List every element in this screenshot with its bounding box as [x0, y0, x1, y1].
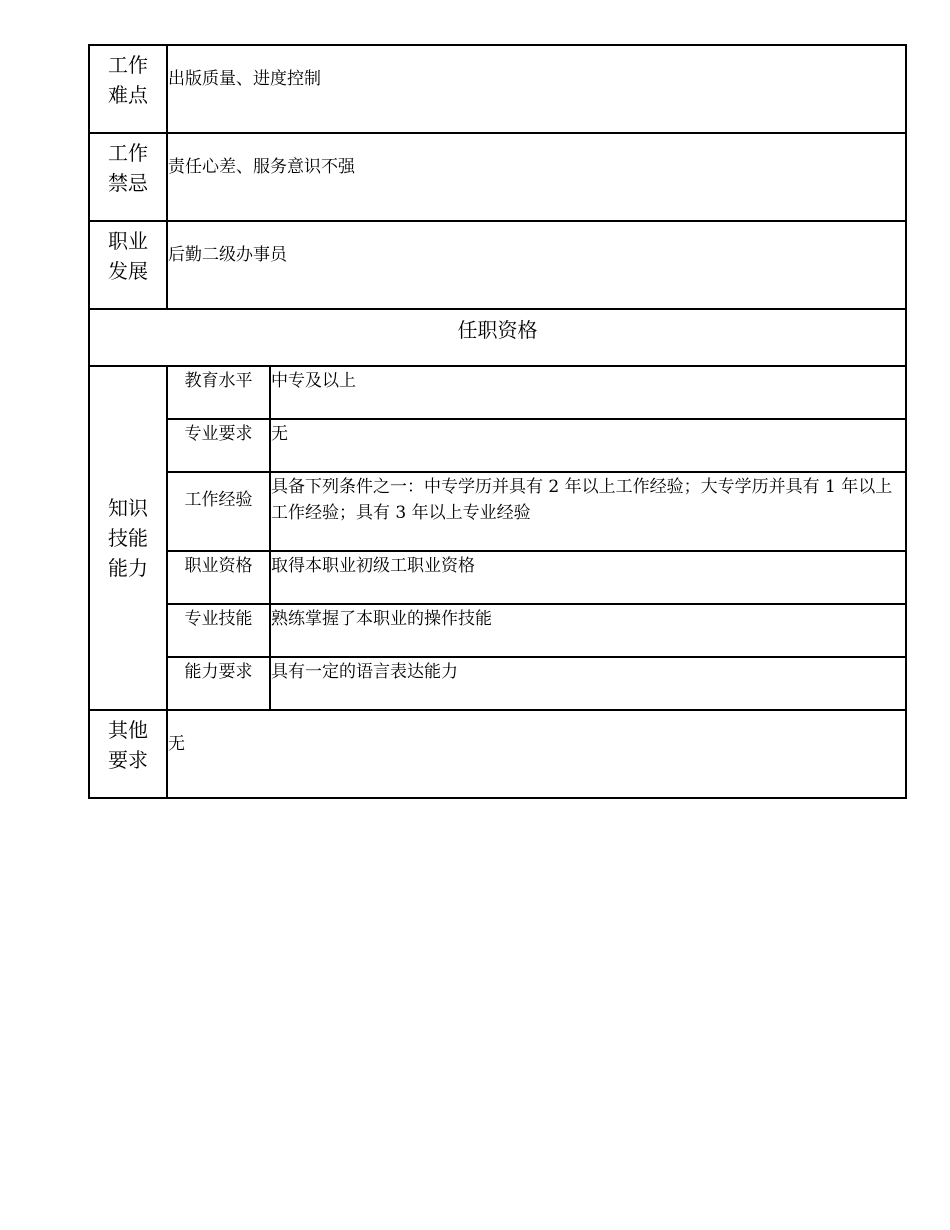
- table-row: [89, 419, 906, 472]
- qual-label-major: 专业要求: [167, 419, 270, 472]
- row-value-career: 后勤二级办事员: [167, 221, 906, 309]
- job-description-table: [88, 44, 907, 799]
- table-row: [89, 309, 906, 366]
- table-row: [89, 710, 906, 798]
- qual-label-experience: 工作经验: [167, 472, 270, 551]
- qual-value-education: 中专及以上: [270, 366, 906, 419]
- qual-label-ability: 能力要求: [167, 657, 270, 710]
- qual-value-experience: 具备下列条件之一：中专学历并具有 2 年以上工作经验；大专学历并具有 1 年以上工作经验；具有 3 年以上专业经验: [270, 472, 906, 551]
- table-row: [89, 366, 906, 419]
- section-title: 任职资格: [89, 309, 906, 366]
- table-row: [89, 472, 906, 551]
- row-label-career: 职业 发展: [89, 221, 167, 309]
- row-label-difficulties: 工作 难点: [89, 45, 167, 133]
- row-value-taboos: 责任心差、服务意识不强: [167, 133, 906, 221]
- row-value-difficulties: 出版质量、进度控制: [167, 45, 906, 133]
- qual-label-skills: 专业技能: [167, 604, 270, 657]
- table-row: [89, 657, 906, 710]
- table-row: [89, 221, 906, 309]
- qual-value-major: 无: [270, 419, 906, 472]
- qual-label-certification: 职业资格: [167, 551, 270, 604]
- qual-label-education: 教育水平: [167, 366, 270, 419]
- qual-value-certification: 取得本职业初级工职业资格: [270, 551, 906, 604]
- table-row: [89, 133, 906, 221]
- table-row: [89, 551, 906, 604]
- group-label-qualifications: 知识 技能 能力: [89, 366, 167, 710]
- table-row: [89, 604, 906, 657]
- qual-value-ability: 具有一定的语言表达能力: [270, 657, 906, 710]
- row-value-other: 无: [167, 710, 906, 798]
- qual-value-skills: 熟练掌握了本职业的操作技能: [270, 604, 906, 657]
- table-row: [89, 45, 906, 133]
- row-label-other: 其他 要求: [89, 710, 167, 798]
- row-label-taboos: 工作 禁忌: [89, 133, 167, 221]
